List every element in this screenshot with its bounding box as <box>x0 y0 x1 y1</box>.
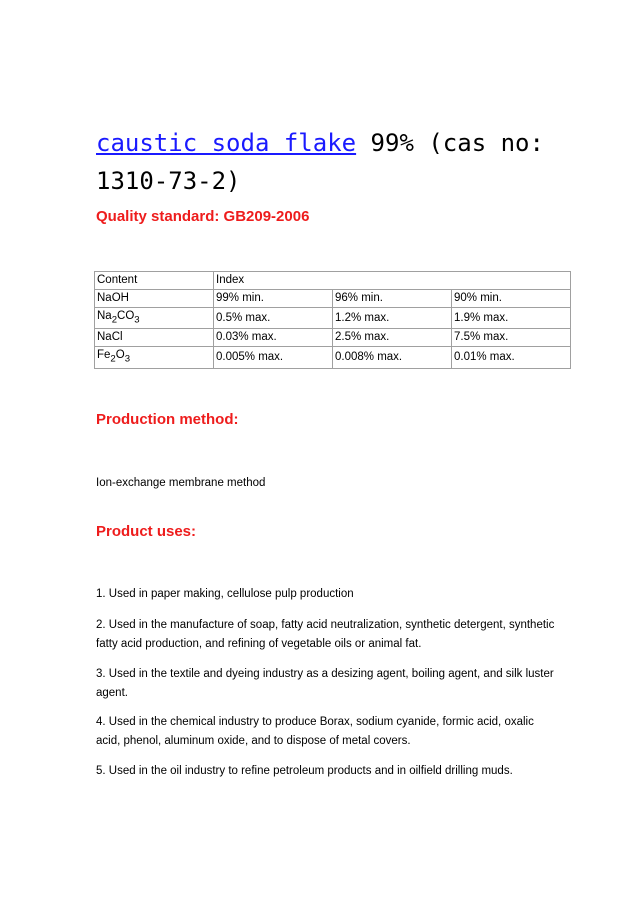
table-cell-substance: $Fe_2O_3$ <box>95 347 214 368</box>
table-cell-value: 0.5% max. <box>214 308 333 329</box>
page-title <box>96 124 566 200</box>
table-cell-value: 0.01% max. <box>452 347 571 368</box>
table-header-index: Index <box>214 272 571 290</box>
table-header-content: Content <box>95 272 214 290</box>
table-cell-value: 99% min. <box>214 290 333 308</box>
use-item-1: 1. Used in paper making, cellulose pulp production <box>96 588 354 600</box>
use-item-4: 4. Used in the chemical industry to produce Borax, sodium cyanide, formic acid, oxalic acid, phenol, aluminum oxide, and to dispose of metal covers. <box>96 716 534 747</box>
specification-table <box>94 271 571 369</box>
table-row <box>95 308 571 329</box>
table-cell-substance: $Na_2CO_3$ <box>95 308 214 329</box>
use-item-5: 5. Used in the oil industry to refine petroleum products and in oilfield drilling muds. <box>96 765 513 777</box>
table-cell-substance: NaCl <box>95 329 214 347</box>
product-uses-heading: Product uses: <box>96 523 197 540</box>
use-item-3: 3. Used in the textile and dyeing industry as a desizing agent, boiling agent, and silk luster agent. <box>96 668 554 699</box>
table-cell-substance: NaOH <box>95 290 214 308</box>
table-row <box>95 290 571 308</box>
table-cell-value: 96% min. <box>333 290 452 308</box>
table-cell-value: 0.03% max. <box>214 329 333 347</box>
table-cell-value: 1.2% max. <box>333 308 452 329</box>
table-row <box>95 329 571 347</box>
product-link[interactable]: caustic soda flake <box>96 129 357 157</box>
quality-standard-heading: Quality standard: GB209-2006 <box>96 208 310 225</box>
table-header-row <box>95 272 571 290</box>
use-item-2: 2. Used in the manufacture of soap, fatty acid neutralization, synthetic detergent, synthetic fatty acid production, and refining of vegetable oils or animal fat. <box>96 619 555 650</box>
production-method-text: Ion-exchange membrane method <box>96 477 266 489</box>
table-cell-value: 2.5% max. <box>333 329 452 347</box>
table-cell-value: 1.9% max. <box>452 308 571 329</box>
production-method-heading: Production method: <box>96 411 239 428</box>
table-row <box>95 347 571 368</box>
table-cell-value: 0.005% max. <box>214 347 333 368</box>
table-cell-value: 0.008% max. <box>333 347 452 368</box>
table-cell-value: 7.5% max. <box>452 329 571 347</box>
title-rest: 99% (cas no: 1310-73-2) <box>96 129 544 195</box>
table-cell-value: 90% min. <box>452 290 571 308</box>
